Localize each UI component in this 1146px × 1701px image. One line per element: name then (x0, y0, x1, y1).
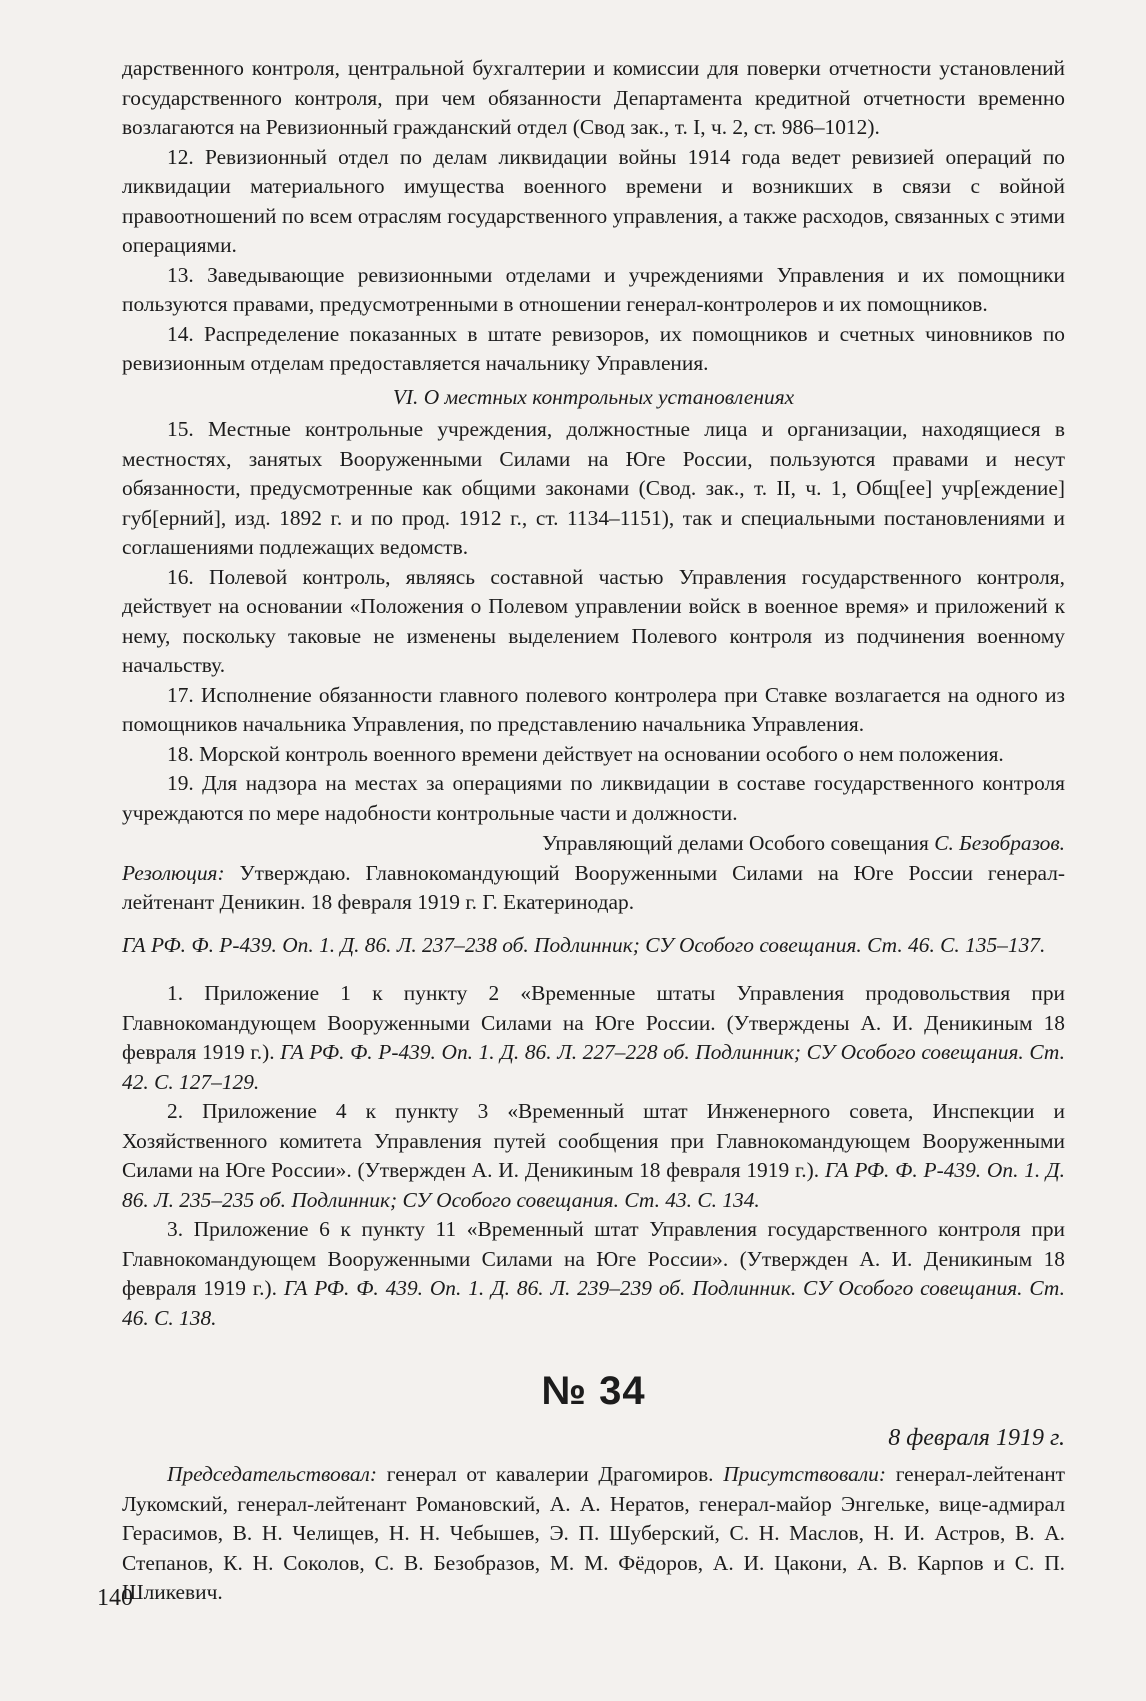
document-number: № 34 (541, 1369, 646, 1413)
attendance: Председательствовал: генерал от кавалерии Драгомиров. Присутствовали: генерал-лейтенант Лукомский, генерал-лейтенант Романовский, А. А. Нератов, генерал-майор Энгельке, вице-адмирал Герасимов, В. Н. Челищев, Н. Н. Чебышев, Э. П. Шуберский, С. Н. Маслов, Н. И. Астров, В. А. Степанов, К. Н. Соколов, С. В. Безобразов, М. М. Фёдоров, А. И. Цакони, А. В. Карпов и С. П. Шликевич. (122, 1462, 1065, 1604)
continuation-text: дарственного контроля, центральной бухгалтерии и комиссии для поверки отчетности установлений государственного контроля, при чем обязанности Департамента кредитной отчетности временно возлагаются на Ревизионный гражданский отдел (Свод зак., т. I, ч. 2, ст. 986–1012). (122, 56, 1065, 139)
present-label: Присутствовали: (723, 1462, 886, 1486)
signatory-name: С. Безобразов. (934, 831, 1065, 855)
section-heading: VI. О местных контрольных установлениях (392, 384, 795, 409)
resolution-label: Резолюция: (122, 860, 225, 885)
document-page (122, 54, 1065, 1608)
appendix-2: 2. Приложение 4 к пункту 3 «Временный штат Инженерного совета, Инспекции и Хозяйственного комитета Управления путей сообщения при Главнокомандующем Вооруженными Силами на Юге России». (Утвержден А. И. Деникиным 18 февраля 1919 г.). ГА РФ. Ф. Р-439. Оп. 1. Д. 86. Л. 235–235 об. Подлинник; СУ Особого совещания. Ст. 43. С. 134. (122, 1099, 1066, 1212)
appendix-3: 3. Приложение 6 к пункту 11 «Временный штат Управления государственного контроля при Главнокомандующем Вооруженными Силами на Юге России». (Утвержден А. И. Деникиным 18 февраля 1919 г.). ГА РФ. Ф. 439. Оп. 1. Д. 86. Л. 239–239 об. Подлинник. СУ Особого совещания. Ст. 46. С. 138. (122, 1217, 1065, 1330)
paragraph-17: 17. Исполнение обязанности главного полевого контролера при Ставке возлагается на одного из помощников начальника Управления, по представлению начальника Управления. (122, 682, 1065, 736)
appendix-2-ref: ГА РФ. Ф. Р-439. Оп. 1. Д. 86. Л. 235–235 об. Подлинник; СУ Особого совещания. Ст. 43. С. 134. (122, 1158, 1066, 1212)
paragraph-18: 18. Морской контроль военного времени действует на основании особого о нем положения. (167, 741, 1004, 766)
signature: Управляющий делами Особого совещания С. Безобразов. (542, 831, 1065, 855)
appendix-1: 1. Приложение 1 к пункту 2 «Временные штаты Управления продовольствия при Главнокомандующем Вооруженными Силами на Юге России. (Утверждены А. И. Деникиным 18 февраля 1919 г.). ГА РФ. Ф. Р-439. Оп. 1. Д. 86. Л. 227–228 об. Подлинник; СУ Особого совещания. Ст. 42. С. 127–129. (122, 981, 1065, 1094)
resolution: Резолюция: Утверждаю. Главнокомандующий Вооруженными Силами на Юге России генерал-лейтенант Деникин. 18 февраля 1919 г. Г. Екатеринодар. (122, 860, 1065, 914)
paragraph-19: 19. Для надзора на местах за операциями по ликвидации в составе государственного контроля учреждаются по мере надобности контрольные части и должности. (122, 771, 1065, 825)
archive-source: ГА РФ. Ф. Р-439. Оп. 1. Д. 86. Л. 237–238 об. Подлинник; СУ Особого совещания. Ст. 46. С. 135–137. (122, 932, 1046, 957)
paragraph-15: 15. Местные контрольные учреждения, должностные лица и организации, находящиеся в местностях, занятых Вооруженными Силами на Юге России, пользуются правами и несут обязанности, предусмотренные как общими законами (Свод. зак., т. II, ч. 1, Общ[ее] учр[еждение] губ[ерний], изд. 1892 г. и по прод. 1912 г., ст. 1134–1151), так и специальными постановлениями и соглашениями подлежащих ведомств. (122, 417, 1065, 559)
appendix-3-ref: ГА РФ. Ф. 439. Оп. 1. Д. 86. Л. 239–239 об. Подлинник. СУ Особого совещания. Ст. 46. С. 138. (122, 1276, 1065, 1330)
appendix-1-ref: ГА РФ. Ф. Р-439. Оп. 1. Д. 86. Л. 227–228 об. Подлинник; СУ Особого совещания. Ст. 42. С. 127–129. (122, 1040, 1065, 1094)
chair-label: Председательствовал: (167, 1462, 378, 1486)
page-number: 140 (97, 1585, 133, 1611)
paragraph-14: 14. Распределение показанных в штате ревизоров, их помощников и счетных чиновников по ревизионным отделам предоставляется начальнику Управления. (122, 321, 1065, 375)
paragraph-13: 13. Заведывающие ревизионными отделами и учреждениями Управления и их помощники пользуются правами, предусмотренными в отношении генерал-контролеров и их помощников. (122, 262, 1065, 316)
document-date: 8 февраля 1919 г. (888, 1425, 1065, 1451)
paragraph-12: 12. Ревизионный отдел по делам ликвидации войны 1914 года ведет ревизией операций по ликвидации материального имущества военного времени и возникших в связи с войной правоотношений по всем отраслям государственного управления, а также расходов, связанных с этими операциями. (122, 144, 1065, 257)
paragraph-16: 16. Полевой контроль, являясь составной частью Управления государственного контроля, действует на основании «Положения о Полевом управлении войск в военное время» и приложений к нему, поскольку таковые не изменены выделением Полевого контроля из подчинения военному начальству. (122, 564, 1065, 677)
